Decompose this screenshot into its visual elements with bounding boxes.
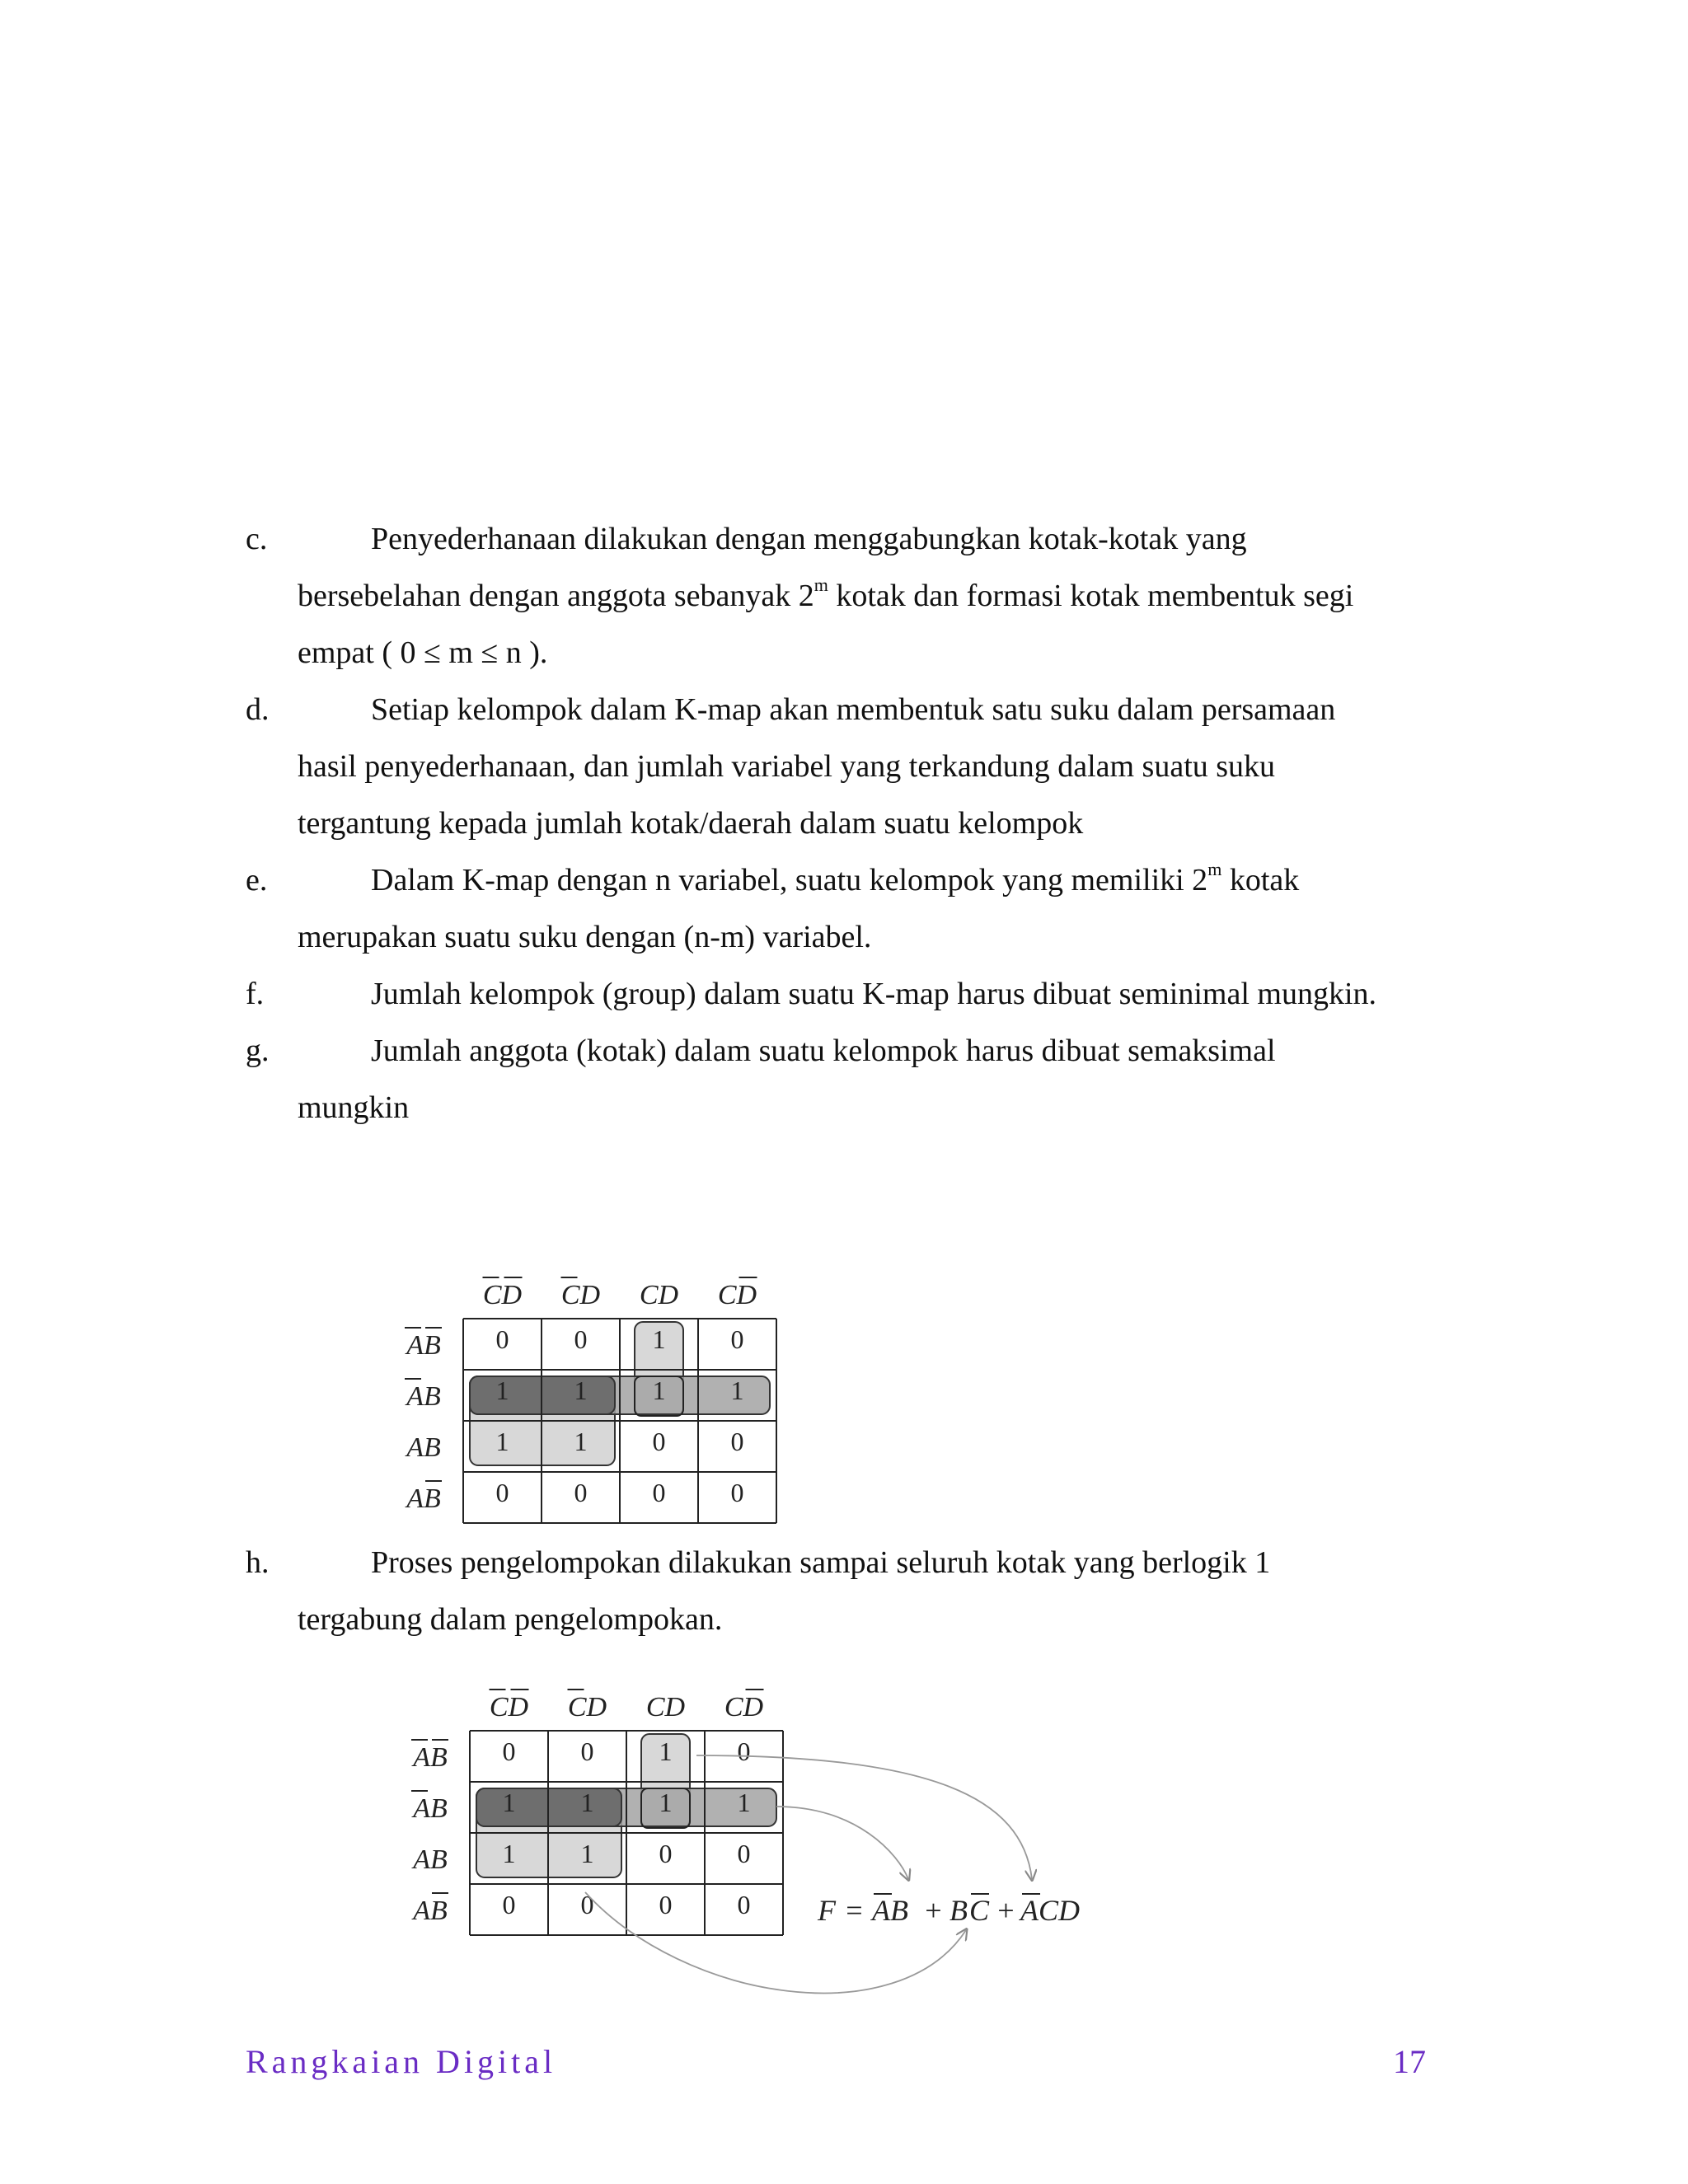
- item-marker: c.: [246, 522, 268, 556]
- list-item-e: [246, 852, 1449, 966]
- kmap-cell: 0: [659, 1890, 673, 1919]
- kmap-cell: 0: [737, 1890, 751, 1919]
- kmap-col-header: CD: [724, 1692, 764, 1722]
- kmap-cell: 0: [730, 1478, 744, 1507]
- kmap-cell: 1: [730, 1376, 744, 1405]
- kmap-cell: 1: [580, 1788, 594, 1817]
- kmap-col-header: CD: [489, 1692, 529, 1722]
- equation-term: =: [844, 1894, 865, 1927]
- list-item-h: [246, 1535, 1449, 1648]
- equation-term: +: [996, 1894, 1016, 1927]
- kmap-cell: 1: [652, 1376, 666, 1405]
- arrow-to-ab: [776, 1807, 908, 1879]
- item-marker: g.: [246, 1033, 270, 1068]
- kmap-cell: 0: [730, 1427, 744, 1456]
- kmap-row-header: AB: [406, 1432, 441, 1463]
- kmap-cell: 1: [495, 1427, 509, 1456]
- kmap-cell: 0: [574, 1478, 588, 1507]
- footer-title: Rangkaian Digital: [246, 2043, 557, 2080]
- kmap-cell: 1: [502, 1788, 516, 1817]
- item-text: Jumlah anggota (kotak) dalam suatu kelompok harus dibuat semaksimal: [371, 1033, 1276, 1068]
- arrow-to-bc: [585, 1892, 966, 1993]
- item-text: hasil penyederhanaan, dan jumlah variabel yang terkandung dalam suatu suku: [298, 749, 1276, 784]
- kmap-row-header: AB: [413, 1793, 448, 1824]
- item-text: empat ( 0 ≤ m ≤ n ).: [298, 635, 548, 670]
- kmap-cell: 0: [580, 1890, 594, 1919]
- kmap-row-header: AB: [406, 1330, 441, 1361]
- equation-term: B: [950, 1894, 968, 1927]
- kmap-svg: [387, 1253, 816, 1525]
- page-number: 17: [1393, 2043, 1426, 2080]
- kmap-cell: 0: [730, 1324, 744, 1354]
- kmap-row-header: AB: [413, 1844, 448, 1875]
- kmap-cell: 1: [574, 1376, 588, 1405]
- equation-term: AB: [872, 1894, 908, 1927]
- kmap-cell: 1: [737, 1788, 751, 1817]
- kmap-col-header: CD: [645, 1692, 686, 1722]
- item-text-part: Dalam K-map dengan n variabel, suatu kelompok yang memiliki 2: [371, 863, 1208, 898]
- kmap-row-header: AB: [413, 1896, 448, 1926]
- item-marker: e.: [246, 863, 268, 898]
- item-text: tergantung kepada jumlah kotak/daerah dalam suatu kelompok: [298, 806, 1084, 841]
- kmap-cell: 0: [495, 1324, 509, 1354]
- item-text-part: bersebelahan dengan anggota sebanyak 2: [298, 579, 814, 613]
- kmap-cell: 0: [574, 1324, 588, 1354]
- kmap-col-header: CD: [560, 1280, 601, 1310]
- kmap-cell: 1: [502, 1839, 516, 1868]
- kmap-cell: 1: [580, 1839, 594, 1868]
- kmap-cell: 0: [580, 1736, 594, 1766]
- kmap-col-header: CD: [482, 1280, 523, 1310]
- item-text: Proses pengelompokan dilakukan sampai seluruh kotak yang berlogik 1: [371, 1545, 1271, 1580]
- item-text: Penyederhanaan dilakukan dengan menggabungkan kotak-kotak yang: [371, 522, 1247, 556]
- kmap-cell: 0: [502, 1890, 516, 1919]
- list-item-c: [246, 511, 1449, 682]
- kmap-row-header: AB: [406, 1381, 441, 1412]
- kmap-cell: 0: [659, 1839, 673, 1868]
- kmap-cell: 1: [652, 1324, 666, 1354]
- kmap-cell: 0: [495, 1478, 509, 1507]
- item-text-part: kotak: [1221, 863, 1300, 898]
- kmap-col-header: CD: [567, 1692, 607, 1722]
- equation-term: ACD: [1020, 1894, 1080, 1927]
- kmap-cell: 1: [574, 1427, 588, 1456]
- kmap-col-header: CD: [639, 1280, 679, 1310]
- item-marker: f.: [246, 977, 265, 1011]
- kmap-cell: 0: [652, 1427, 666, 1456]
- item-text: [246, 568, 1449, 625]
- item-text: merupakan suatu suku dengan (n-m) variabel.: [298, 920, 872, 954]
- list-item-g: [246, 1023, 1449, 1137]
- item-text: mungkin: [298, 1090, 410, 1125]
- equation-term: C: [969, 1894, 990, 1927]
- kmap-cell: 1: [495, 1376, 509, 1405]
- karnaugh-map-equation: [394, 1665, 1103, 2011]
- kmap-cell: 0: [502, 1736, 516, 1766]
- item-text: Setiap kelompok dalam K-map akan membentuk satu suku dalam persamaan: [371, 692, 1336, 727]
- item-text: [246, 852, 1449, 909]
- kmap-row-header: AB: [406, 1483, 441, 1514]
- item-text: Jumlah kelompok (group) dalam suatu K-map harus dibuat seminimal mungkin.: [371, 977, 1377, 1011]
- kmap-svg: [394, 1665, 1103, 2011]
- kmap-row-header: AB: [413, 1742, 448, 1773]
- kmap-cell: 0: [737, 1839, 751, 1868]
- kmap-cell: 0: [652, 1478, 666, 1507]
- equation-term: +: [923, 1894, 944, 1927]
- item-text: tergabung dalam pengelompokan.: [298, 1602, 723, 1637]
- item-text-part: kotak dan formasi kotak membentuk segi: [828, 579, 1354, 613]
- kmap-cell: 0: [737, 1736, 751, 1766]
- item-marker: h.: [246, 1545, 270, 1580]
- superscript: m: [814, 574, 828, 596]
- kmap-cell: 1: [659, 1736, 673, 1766]
- karnaugh-map-grouping: [387, 1253, 816, 1525]
- simplified-equation: [817, 1894, 1080, 1927]
- kmap-col-header: CD: [717, 1280, 757, 1310]
- superscript: m: [1207, 859, 1222, 880]
- equation-term: F: [818, 1894, 836, 1927]
- list-item-d: [246, 682, 1449, 852]
- item-marker: d.: [246, 692, 270, 727]
- kmap-cell: 1: [659, 1788, 673, 1817]
- list-item-f: [246, 966, 1449, 1023]
